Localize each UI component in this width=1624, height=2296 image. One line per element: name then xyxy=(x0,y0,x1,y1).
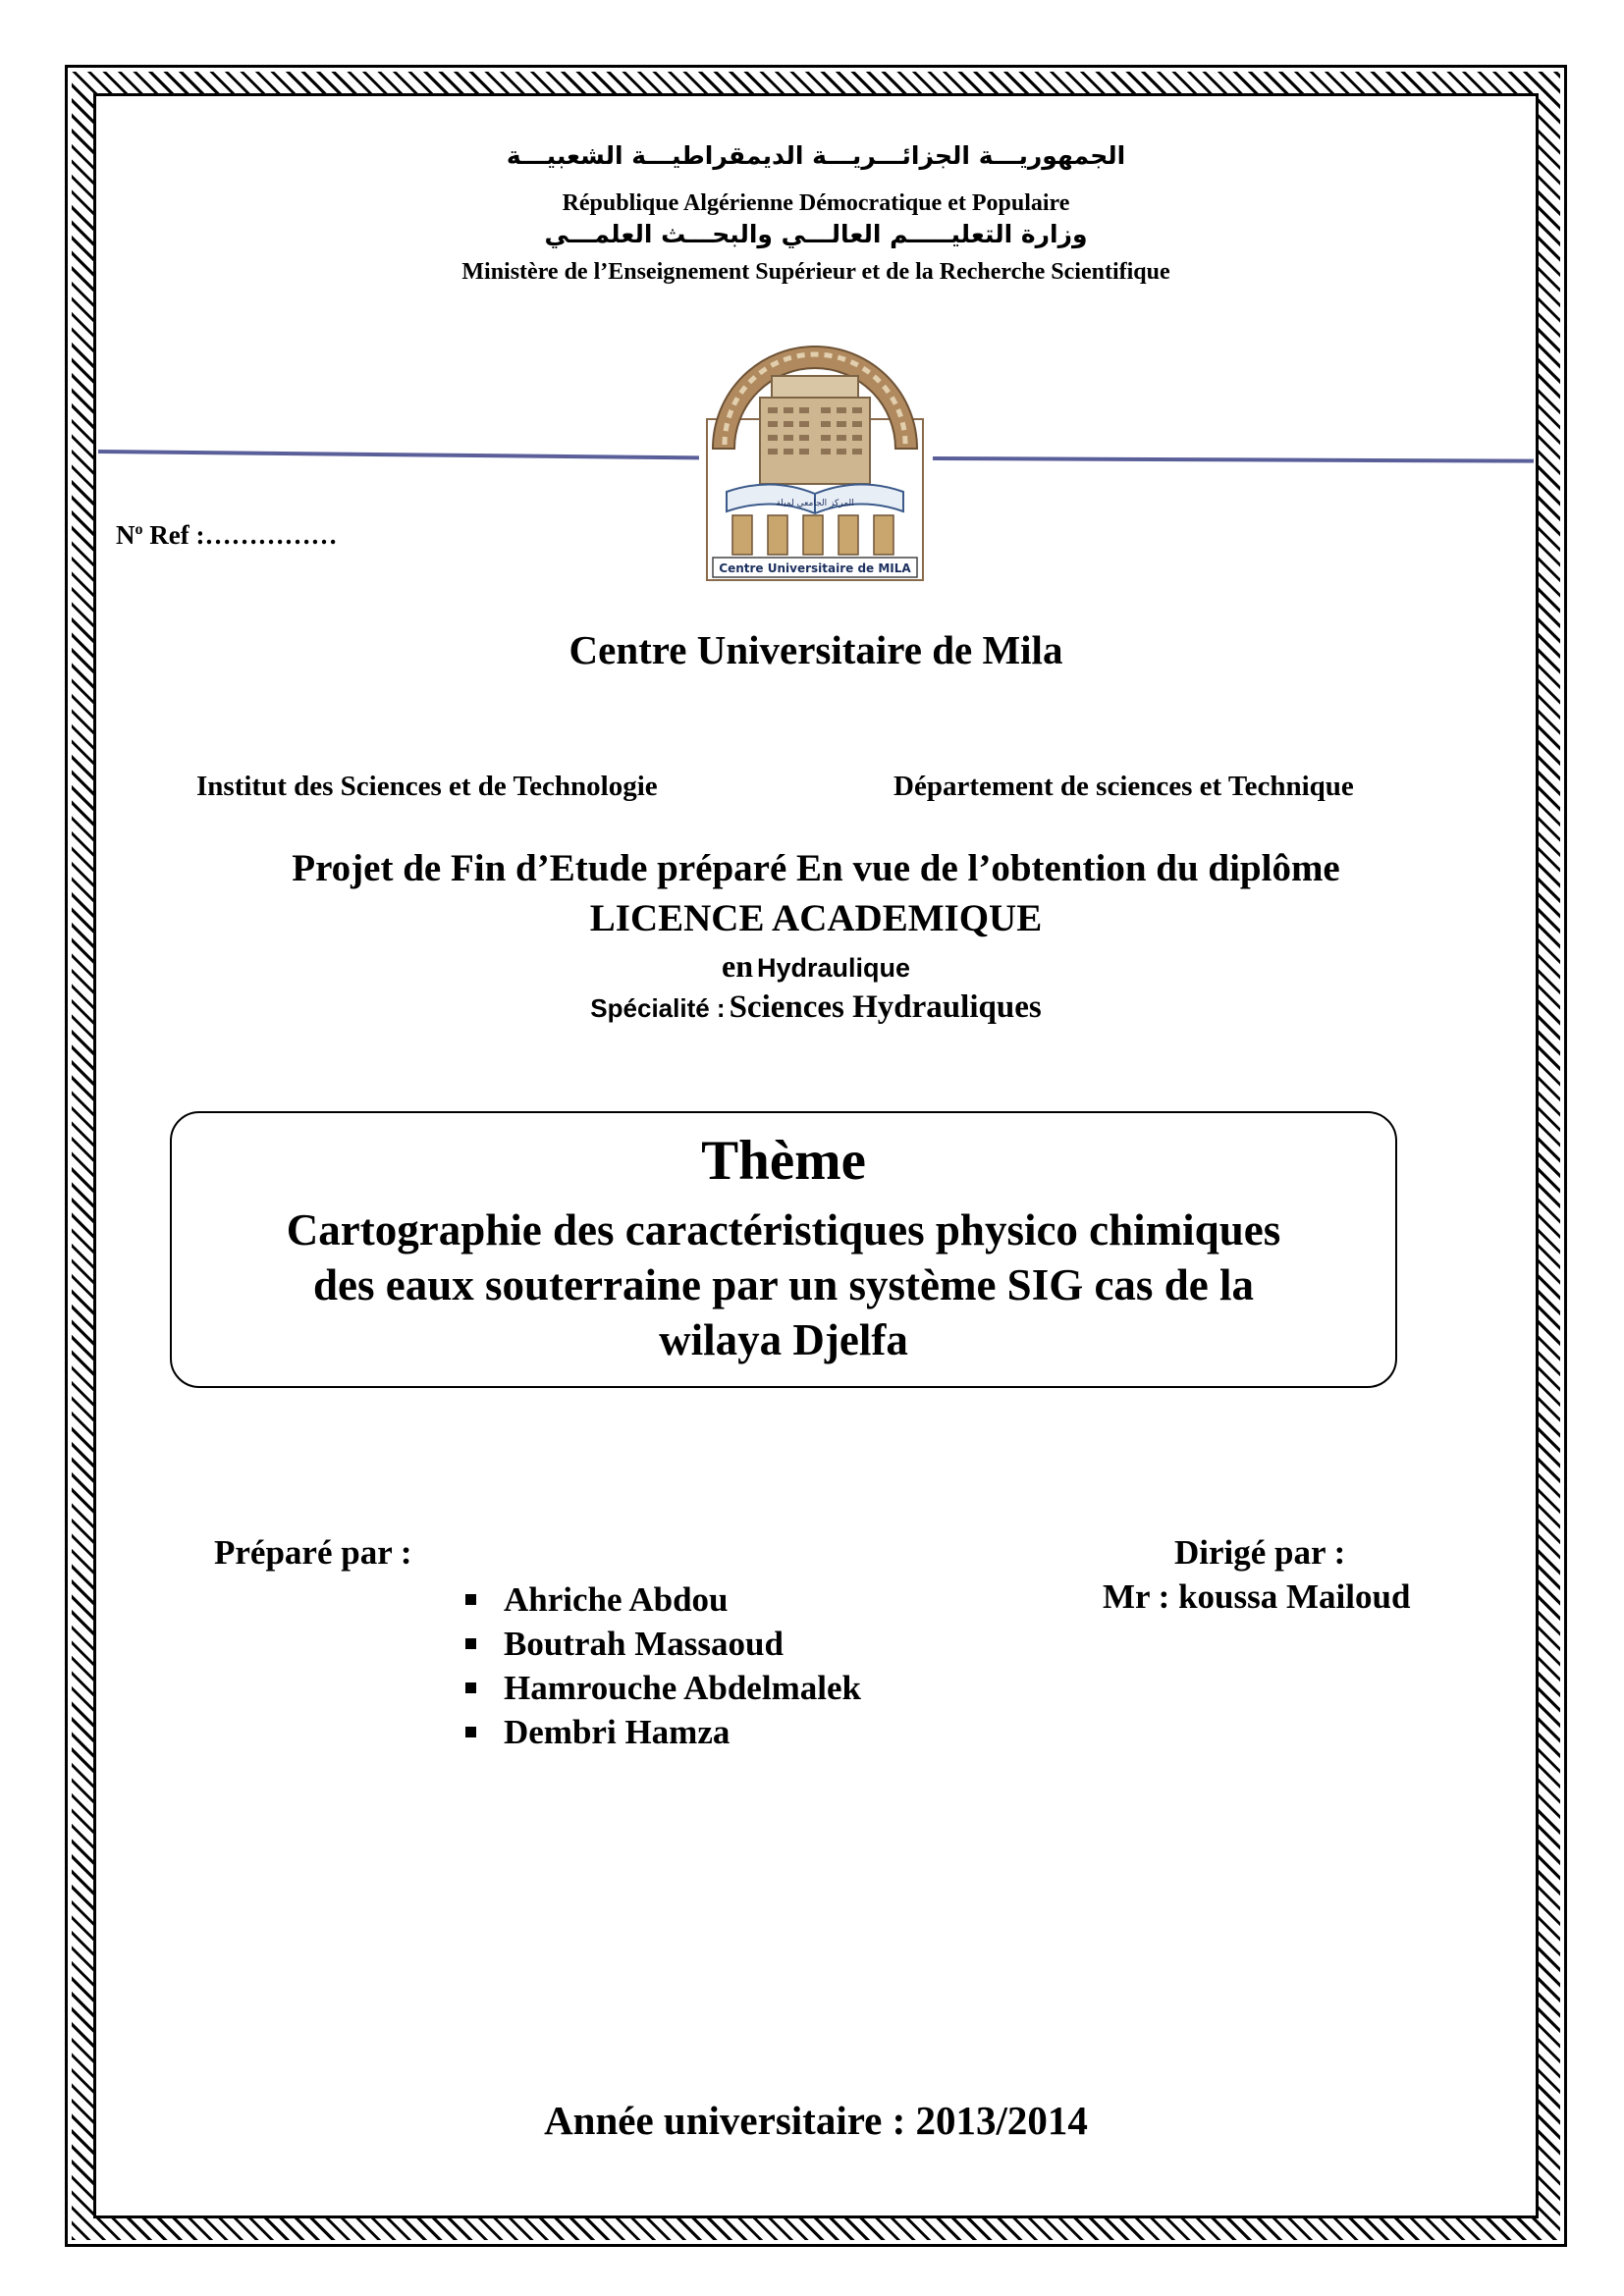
directed-by-label: Dirigé par : xyxy=(1174,1533,1346,1572)
theme-title xyxy=(170,1202,1397,1367)
institute-name: Institut des Sciences et de Technologie xyxy=(196,771,658,802)
university-logo-graphic xyxy=(703,319,927,584)
student-item xyxy=(461,1666,861,1710)
degree-field xyxy=(98,948,1534,985)
supervisor-name: Mr : koussa Mailoud xyxy=(1103,1577,1411,1616)
theme-title-line: wilaya Djelfa xyxy=(659,1315,908,1364)
square-bullet-icon xyxy=(465,1594,476,1605)
theme-title-line: des eaux souterraine par un système SIG cas de la xyxy=(313,1260,1254,1309)
specialty-name: Sciences Hydrauliques xyxy=(729,989,1042,1025)
logo-caption: Centre Universitaire de MILA xyxy=(719,561,911,575)
university-name: Centre Universitaire de Mila xyxy=(568,627,1063,672)
academic-year: Année universitaire : 2013/2014 xyxy=(544,2098,1088,2143)
student-name: Ahriche Abdou xyxy=(504,1579,729,1619)
logo-arabic-caption: المركز الجامعي لميلة xyxy=(776,499,854,508)
header-ministry: Ministère de l’Enseignement Supérieur et de la Recherche Scientifique xyxy=(461,259,1170,285)
theme-title-line: Cartographie des caractéristiques physico chimiques xyxy=(286,1205,1281,1255)
student-item xyxy=(461,1622,861,1666)
prepared-by-label: Préparé par : xyxy=(214,1533,412,1572)
student-name: Dembri Hamza xyxy=(504,1712,731,1751)
square-bullet-icon xyxy=(465,1638,476,1649)
student-name: Boutrah Massaoud xyxy=(504,1624,784,1663)
student-name: Hamrouche Abdelmalek xyxy=(504,1668,861,1707)
department-name: Département de sciences et Technique xyxy=(893,771,1354,802)
specialty-label: Spécialité : xyxy=(590,993,726,1023)
header-arabic-republic: الجمهوريـــة الجزائـــريـــة الديمقراطيـــة الشعبيـــة xyxy=(506,141,1126,170)
reference-number-label: N xyxy=(116,520,135,550)
square-bullet-icon xyxy=(465,1727,476,1737)
degree-field-name: Hydraulique xyxy=(756,953,911,983)
theme-heading: Thème xyxy=(701,1130,866,1192)
square-bullet-icon xyxy=(465,1682,476,1693)
reference-number xyxy=(116,520,337,551)
reference-number-value: Ref :…………… xyxy=(142,520,338,550)
university-logo xyxy=(703,319,927,584)
project-title-line: Projet de Fin d’Etude préparé En vue de l’obtention du diplôme xyxy=(292,847,1340,889)
student-list xyxy=(461,1577,861,1754)
degree-name: LICENCE ACADEMIQUE xyxy=(589,897,1043,939)
student-item xyxy=(461,1710,861,1754)
student-item xyxy=(461,1577,861,1622)
specialty xyxy=(98,989,1534,1026)
header-republic: République Algérienne Démocratique et Populaire xyxy=(562,190,1070,216)
degree-field-prefix: en xyxy=(721,948,753,984)
header-arabic-ministry: وزارة التعليـــــم العالـــي والبحـــث العلمـــي xyxy=(544,220,1088,248)
reference-number-superscript: o xyxy=(135,521,143,538)
